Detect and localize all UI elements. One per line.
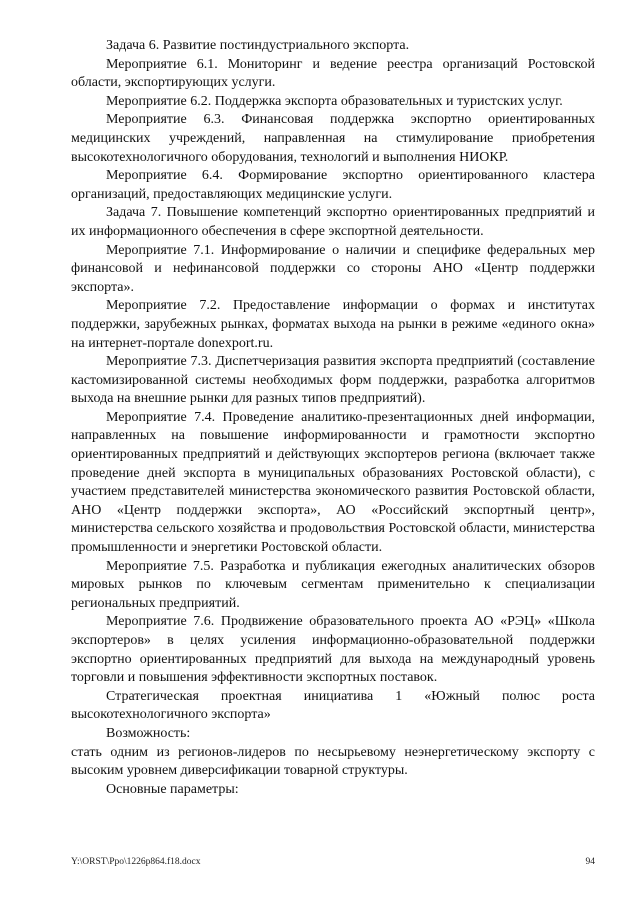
page-footer: [71, 857, 595, 867]
opportunity-text: стать одним из регионов-лидеров по несырьевому неэнергетическому экспорту с высоким уровнем диверсификации товарной структуры.: [71, 744, 595, 779]
measure-7-5: Мероприятие 7.5. Разработка и публикация ежегодных аналитических обзоров мировых рынков по ключевым сегментам применительно к специализации региональных предприятий.: [71, 558, 595, 611]
measure-7-2: Мероприятие 7.2. Предоставление информации о формах и институтах поддержки, зарубежных рынках, форматах выхода на рынки в режиме «единого окна» на интернет-портале donexport.ru.: [71, 298, 595, 351]
task-6-heading: Задача 6. Развитие постиндустриального экспорта.: [106, 38, 410, 53]
measure-7-6: Мероприятие 7.6. Продвижение образовательного проекта АО «РЭЦ» «Школа экспортеров» в целях усиления информационно-образовательной поддержки экспортно ориентированных предприятий для выхода на международный уровень торговли и повышения эффективности экспортных поставок.: [71, 614, 595, 686]
footer-file-path: Y:\ORST\Ppo\1226p864.f18.docx: [71, 857, 201, 867]
strategic-initiative-1: Стратегическая проектная инициатива 1 «Южный полюс роста высокотехнологичного экспорта»: [71, 688, 595, 723]
footer-page-number: 94: [585, 857, 595, 867]
document-body: [71, 37, 595, 799]
measure-6-4: Мероприятие 6.4. Формирование экспортно ориентированного кластера организаций, предоставляющих медицинские услуги.: [71, 168, 595, 202]
measure-6-2: Мероприятие 6.2. Поддержка экспорта образовательных и туристских услуг.: [106, 93, 563, 109]
measure-7-3: Мероприятие 7.3. Диспетчеризация развития экспорта предприятий (составление кастомизированной системы необходимых форм поддержки, разработка алгоритмов выхода на внешние рынки для разных типов предприятий).: [71, 354, 595, 407]
measure-6-1: Мероприятие 6.1. Мониторинг и ведение реестра организаций Ростовской области, экспортирующих услуги.: [71, 56, 595, 91]
measure-7-4: Мероприятие 7.4. Проведение аналитико-презентационных дней информации, направленных на повышение информированности и грамотности экспортно ориентированных предприятий и действующих экспортеров региона (включает также проведение дней экспорта в муниципальных образованиях Ростовской области), с участием представителей министерства экономического развития Ростовской области, АНО «Центр поддержки экспорта», АО «Российский экспортный центр», министерства сельского хозяйства и продовольствия Ростовской области, министерства промышленности и энергетики Ростовской области.: [71, 409, 595, 556]
main-parameters-label: Основные параметры:: [106, 781, 239, 797]
measure-6-3: Мероприятие 6.3. Финансовая поддержка экспортно ориентированных медицинских учреждений, направленная на стимулирование приобретения высокотехнологичного оборудования, технологий и выполнения НИОКР.: [71, 112, 595, 165]
measure-7-1: Мероприятие 7.1. Информирование о наличии и специфике федеральных мер финансовой и нефинансовой поддержки со стороны АНО «Центр поддержки экспорта».: [71, 242, 595, 295]
opportunity-label: Возможность:: [106, 725, 191, 741]
task-7-heading: Задача 7. Повышение компетенций экспортно ориентированных предприятий и их информационного обеспечения в сфере экспортной деятельности.: [71, 205, 595, 239]
